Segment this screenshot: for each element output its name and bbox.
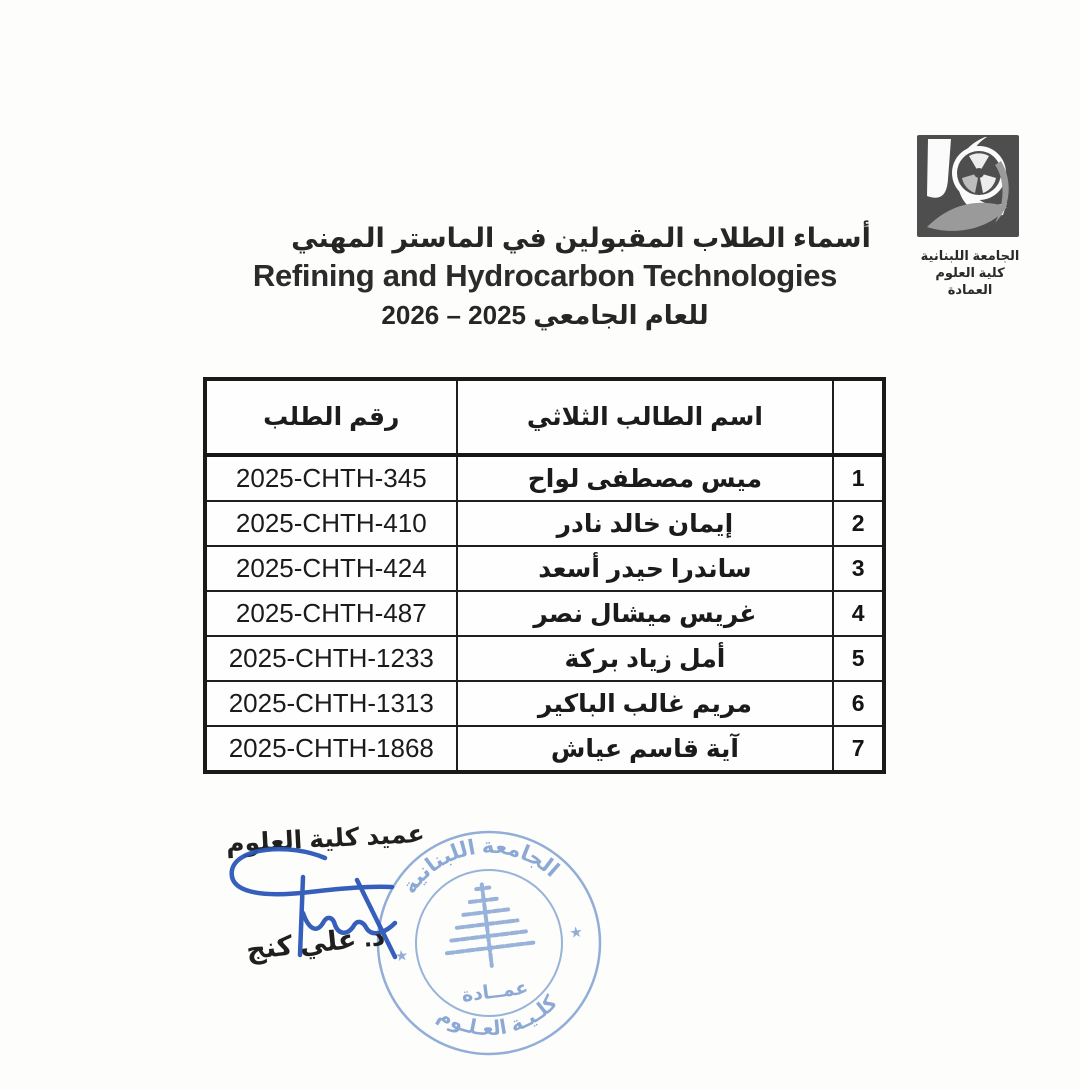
header-row-number [833,380,883,456]
document-header [140,220,950,334]
academic-year-line: للعام الجامعي 2025 – 2026 [381,300,709,330]
row-number-cell: 3 [833,546,883,591]
table-row [206,546,884,591]
application-number-cell: 2025-CHTH-410 [206,501,457,546]
application-number-cell: 2025-CHTH-1868 [206,726,457,772]
student-name-cell: آية قاسم عياش [457,726,834,772]
student-name-cell: إيمان خالد نادر [457,501,834,546]
application-number-cell: 2025-CHTH-345 [206,455,457,501]
table-row [206,455,884,501]
student-name-cell: مريم غالب الباكير [457,681,834,726]
stamp-arc-bottom-text: كلـيـة العـلـوم [433,991,562,1041]
table-row [206,726,884,772]
table-row [206,591,884,636]
logo-caption-line1: الجامعة اللبنانية [920,248,1020,263]
stamp-star-right-icon: ★ [568,923,584,943]
table-row [206,681,884,726]
row-number-cell: 4 [833,591,883,636]
row-number-cell: 5 [833,636,883,681]
student-name-cell: ميس مصطفى لواح [457,455,834,501]
stamp-arc-top-text: الجامعة اللبنانية [398,834,564,898]
student-name-cell: أمل زياد بركة [457,636,834,681]
header-student-name: اسم الطالب الثلاثي [457,380,834,456]
logo-caption-line2: كلية العلوم [935,265,1005,280]
application-number-cell: 2025-CHTH-487 [206,591,457,636]
table-row [206,501,884,546]
row-number-cell: 6 [833,681,883,726]
dean-title: عميد كلية العلوم [225,819,426,859]
application-number-cell: 2025-CHTH-424 [206,546,457,591]
document-title-arabic: أسماء الطلاب المقبولين في الماستر المهني [291,223,871,253]
table-header-row [206,380,884,456]
dean-signature [185,835,655,995]
header-application-number: رقم الطلب [206,380,457,456]
row-number-cell: 1 [833,455,883,501]
application-number-cell: 2025-CHTH-1313 [206,681,457,726]
stamp-center-word: عمــادة [460,977,530,1007]
table-row [206,636,884,681]
application-number-cell: 2025-CHTH-1233 [206,636,457,681]
student-name-cell: ساندرا حيدر أسعد [457,546,834,591]
row-number-cell: 7 [833,726,883,772]
logo-caption-line3: العمادة [947,282,993,297]
student-name-cell: غريس ميشال نصر [457,591,834,636]
dean-name: د. علي كنج [244,920,387,966]
students-table [204,378,885,773]
stamp-star-left-icon: ★ [393,946,410,966]
document-title-english: Refining and Hydrocarbon Technologies [252,258,838,293]
row-number-cell: 2 [833,501,883,546]
